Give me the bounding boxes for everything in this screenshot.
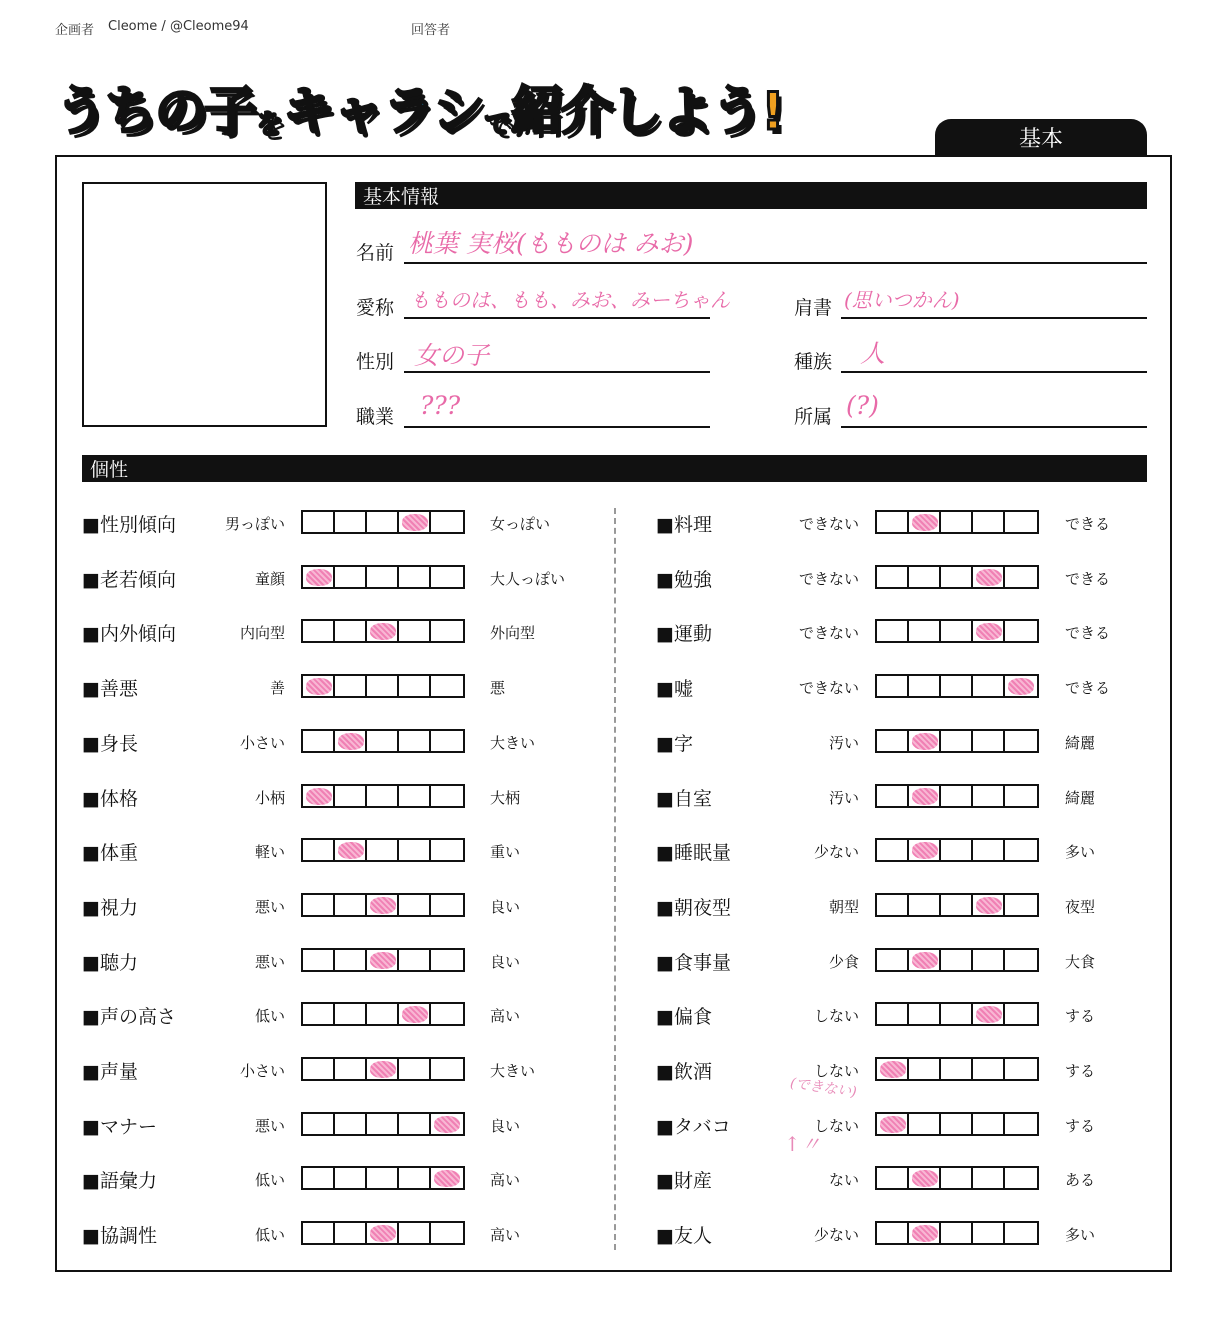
trait-scale (875, 893, 1039, 917)
trait-scale-cell[interactable] (941, 840, 973, 860)
trait-low-label: 朝型 (828, 897, 859, 916)
trait-scale (875, 1057, 1039, 1081)
trait-scale (301, 565, 465, 589)
trait-scale-cell[interactable] (973, 1059, 1005, 1079)
trait-scale-cell[interactable] (335, 1223, 367, 1243)
trait-scale-cell-checked[interactable] (335, 731, 367, 751)
trait-scale-cell[interactable] (973, 950, 1005, 970)
trait-scale-cell[interactable] (877, 731, 909, 751)
trait-scale-cell[interactable] (941, 1223, 973, 1243)
trait-low-label: 小柄 (254, 788, 285, 807)
trait-scale-cell[interactable] (877, 950, 909, 970)
trait-label: ■声の高さ (82, 1006, 176, 1029)
trait-scale-cell[interactable] (877, 786, 909, 806)
trait-high-label: できる (1065, 679, 1111, 698)
trait-label: ■視力 (82, 896, 138, 919)
trait-scale-cell[interactable] (367, 786, 399, 806)
title-part-3: キャラシ (283, 82, 484, 142)
trait-scale-cell[interactable] (303, 950, 335, 970)
trait-label: ■身長 (82, 732, 138, 755)
trait-scale (875, 510, 1039, 534)
trait-high-label: 大人っぽい (490, 569, 566, 588)
trait-label: ■飲酒 (656, 1061, 712, 1083)
trait-scale-cell[interactable] (941, 1059, 973, 1079)
trait-scale-cell[interactable] (1005, 731, 1037, 751)
trait-scale-cell-checked[interactable] (399, 1004, 431, 1024)
trait-scale-cell[interactable] (335, 1059, 367, 1079)
trait-high-label: 悪 (490, 679, 506, 698)
trait-scale (875, 1112, 1039, 1136)
trait-scale (301, 1166, 465, 1190)
title-part-1: うちの子 (55, 82, 256, 142)
trait-scale-cell-checked[interactable] (909, 840, 941, 860)
trait-scale (301, 674, 465, 698)
trait-scale-cell-checked[interactable] (399, 512, 431, 532)
trait-low-label: 少ない (813, 1226, 859, 1245)
trait-scale-cell[interactable] (909, 1004, 941, 1024)
trait-scale-cell[interactable] (303, 895, 335, 915)
trait-scale-cell[interactable] (973, 676, 1005, 696)
trait-label: ■語彙力 (82, 1170, 157, 1193)
trait-scale-cell[interactable] (941, 567, 973, 587)
trait-scale-cell[interactable] (303, 1059, 335, 1079)
trait-high-label: 高い (490, 1171, 521, 1190)
title-field-label: 肩書 (794, 297, 833, 319)
trait-scale-cell-checked[interactable] (431, 1114, 463, 1134)
trait-low-label: 低い (254, 1007, 285, 1026)
job-value[interactable]: ??? (420, 391, 461, 420)
trait-scale-cell[interactable] (303, 731, 335, 751)
trait-scale-cell[interactable] (335, 895, 367, 915)
trait-scale-cell[interactable] (909, 1114, 941, 1134)
tab-basic[interactable]: 基本 (935, 119, 1147, 156)
trait-scale-cell[interactable] (431, 731, 463, 751)
character-image-box[interactable] (82, 182, 327, 427)
trait-scale-cell-checked[interactable] (367, 1059, 399, 1079)
trait-label: ■内外傾向 (82, 623, 176, 646)
trait-scale-cell[interactable] (877, 567, 909, 587)
trait-high-label: できる (1065, 515, 1111, 533)
trait-scale-cell[interactable] (973, 840, 1005, 860)
trait-scale-cell[interactable] (431, 840, 463, 860)
name-value[interactable]: 桃葉 実桜(もものは みお) (408, 229, 694, 258)
trait-scale-cell[interactable] (367, 840, 399, 860)
trait-scale-cell[interactable] (973, 1168, 1005, 1188)
trait-label: ■料理 (656, 514, 712, 536)
trait-scale-cell[interactable] (303, 1114, 335, 1134)
trait-low-label: 小さい (239, 1062, 285, 1080)
traits-header: 個性 (82, 455, 1147, 482)
handwritten-note: (できない) (789, 1075, 858, 1101)
trait-label: ■声量 (82, 1061, 138, 1083)
trait-scale-cell[interactable] (367, 1114, 399, 1134)
trait-high-label: 良い (490, 952, 521, 971)
trait-scale-cell[interactable] (399, 840, 431, 860)
trait-scale-cell-checked[interactable] (303, 786, 335, 806)
trait-scale-cell[interactable] (367, 1168, 399, 1188)
affiliation-label: 所属 (794, 406, 833, 428)
nickname-line (404, 317, 710, 319)
trait-scale (301, 1221, 465, 1245)
trait-scale-cell-checked[interactable] (303, 676, 335, 696)
trait-scale-cell[interactable] (303, 1168, 335, 1188)
trait-scale-cell-checked[interactable] (909, 1168, 941, 1188)
trait-label: ■性別傾向 (82, 514, 176, 536)
trait-scale-cell[interactable] (941, 1004, 973, 1024)
trait-low-label: 善 (269, 679, 285, 698)
trait-low-label: 汚い (828, 733, 859, 752)
organizer-label: 企画者 (55, 23, 95, 38)
trait-scale-cell[interactable] (335, 1168, 367, 1188)
basic-info-header: 基本情報 (355, 182, 1147, 209)
trait-scale-cell[interactable] (335, 676, 367, 696)
trait-scale-cell-checked[interactable] (877, 1059, 909, 1079)
trait-scale-cell[interactable] (431, 621, 463, 641)
trait-low-label: 男っぽい (224, 515, 285, 533)
trait-high-label: 女っぽい (490, 515, 551, 533)
trait-scale-cell[interactable] (877, 512, 909, 532)
trait-scale (301, 1112, 465, 1136)
trait-scale-cell[interactable] (941, 786, 973, 806)
trait-scale-cell[interactable] (909, 676, 941, 696)
race-label: 種族 (794, 351, 833, 373)
trait-label: ■老若傾向 (82, 568, 176, 591)
trait-label: ■聴力 (82, 951, 138, 974)
nickname-value[interactable]: もものは、もも、みお、みーちゃん (410, 288, 730, 312)
trait-high-label: 良い (490, 897, 521, 916)
title-field-line (841, 317, 1147, 319)
trait-scale-cell[interactable] (431, 950, 463, 970)
trait-scale-cell[interactable] (367, 512, 399, 532)
trait-low-label: 小さい (239, 733, 285, 752)
trait-scale (301, 1057, 465, 1081)
trait-scale-cell[interactable] (1005, 1004, 1037, 1024)
trait-scale-cell[interactable] (909, 621, 941, 641)
trait-scale-cell[interactable] (335, 621, 367, 641)
trait-scale-cell[interactable] (941, 512, 973, 532)
trait-high-label: する (1065, 1062, 1096, 1080)
trait-scale-cell[interactable] (941, 731, 973, 751)
trait-high-label: 高い (490, 1007, 521, 1026)
trait-scale-cell[interactable] (399, 1168, 431, 1188)
trait-label: ■勉強 (656, 568, 712, 591)
trait-scale-cell[interactable] (877, 621, 909, 641)
trait-scale-cell[interactable] (335, 950, 367, 970)
trait-scale-cell-checked[interactable] (367, 895, 399, 915)
trait-scale (875, 619, 1039, 643)
name-label: 名前 (356, 242, 395, 264)
trait-scale-cell[interactable] (1005, 1114, 1037, 1134)
trait-label: ■財産 (656, 1170, 712, 1193)
affiliation-line (841, 426, 1147, 428)
trait-scale-cell[interactable] (941, 1168, 973, 1188)
trait-scale-cell[interactable] (909, 567, 941, 587)
trait-scale (875, 948, 1039, 972)
trait-high-label: 良い (490, 1116, 521, 1135)
trait-low-label: 少食 (828, 952, 859, 971)
trait-scale-cell[interactable] (303, 1004, 335, 1024)
trait-scale-cell[interactable] (941, 1114, 973, 1134)
trait-scale (301, 838, 465, 862)
trait-scale (875, 729, 1039, 753)
trait-low-label: できない (798, 679, 859, 698)
title-field-value[interactable]: (思いつかん) (844, 288, 960, 312)
trait-scale-cell[interactable] (367, 1004, 399, 1024)
trait-scale (301, 948, 465, 972)
trait-scale-cell[interactable] (1005, 950, 1037, 970)
trait-label: ■偏食 (656, 1006, 712, 1029)
trait-scale-cell[interactable] (877, 1223, 909, 1243)
trait-scale (301, 619, 465, 643)
trait-scale-cell[interactable] (399, 1223, 431, 1243)
title-part-4: で (485, 110, 510, 140)
trait-scale-cell[interactable] (1005, 1168, 1037, 1188)
handwritten-arrow: ↑〃 (784, 1132, 821, 1156)
trait-scale-cell[interactable] (399, 1114, 431, 1134)
trait-scale-cell[interactable] (431, 895, 463, 915)
trait-scale-cell[interactable] (973, 512, 1005, 532)
trait-scale-cell[interactable] (335, 567, 367, 587)
trait-scale-cell[interactable] (367, 676, 399, 696)
page-title (55, 58, 783, 142)
trait-low-label: 童顔 (254, 569, 285, 588)
trait-scale-cell[interactable] (303, 840, 335, 860)
trait-scale (875, 565, 1039, 589)
trait-scale-cell[interactable] (335, 786, 367, 806)
trait-label: ■協調性 (82, 1225, 157, 1248)
trait-high-label: ある (1065, 1171, 1096, 1190)
trait-scale-cell[interactable] (431, 676, 463, 696)
trait-scale-cell-checked[interactable] (303, 567, 335, 587)
trait-high-label: 多い (1065, 1226, 1096, 1245)
trait-low-label: できない (798, 624, 859, 643)
organizer-name: Cleome / @Cleome94 (108, 19, 249, 34)
trait-scale (301, 510, 465, 534)
title-part-2: を (257, 110, 282, 140)
trait-label: ■体重 (82, 842, 138, 865)
trait-scale-cell[interactable] (431, 567, 463, 587)
trait-scale-cell-checked[interactable] (909, 731, 941, 751)
trait-scale-cell[interactable] (399, 895, 431, 915)
trait-scale-cell[interactable] (877, 1004, 909, 1024)
trait-scale-cell[interactable] (335, 1114, 367, 1134)
trait-scale-cell[interactable] (335, 512, 367, 532)
trait-high-label: 綺麗 (1065, 733, 1096, 752)
race-line (841, 371, 1147, 373)
trait-high-label: 重い (490, 843, 521, 862)
trait-high-label: 外向型 (490, 624, 536, 643)
trait-scale-cell-checked[interactable] (909, 950, 941, 970)
trait-scale-cell[interactable] (877, 1168, 909, 1188)
trait-high-label: 大柄 (490, 788, 521, 807)
trait-scale (875, 1166, 1039, 1190)
trait-scale-cell[interactable] (1005, 621, 1037, 641)
trait-scale-cell[interactable] (399, 621, 431, 641)
trait-low-label: ない (828, 1171, 859, 1190)
trait-scale-cell-checked[interactable] (909, 786, 941, 806)
trait-label: ■体格 (82, 787, 138, 810)
trait-scale-cell-checked[interactable] (367, 1223, 399, 1243)
gender-value[interactable]: 女の子 (414, 341, 490, 370)
trait-scale-cell[interactable] (941, 950, 973, 970)
trait-scale-cell[interactable] (1005, 1059, 1037, 1079)
trait-scale (301, 893, 465, 917)
trait-low-label: できない (798, 569, 859, 588)
trait-scale-cell[interactable] (1005, 512, 1037, 532)
trait-label: ■善悪 (82, 678, 138, 701)
trait-low-label: 低い (254, 1171, 285, 1190)
trait-scale-cell[interactable] (399, 731, 431, 751)
trait-scale-cell[interactable] (877, 895, 909, 915)
trait-scale-cell[interactable] (973, 1114, 1005, 1134)
trait-low-label: 低い (254, 1226, 285, 1245)
nickname-label: 愛称 (356, 297, 395, 319)
trait-scale-cell-checked[interactable] (1005, 676, 1037, 696)
trait-high-label: できる (1065, 624, 1111, 643)
trait-scale-cell[interactable] (941, 621, 973, 641)
trait-label: ■嘘 (656, 678, 693, 701)
trait-scale-cell[interactable] (431, 1223, 463, 1243)
trait-scale-cell[interactable] (431, 1059, 463, 1079)
trait-scale-cell-checked[interactable] (973, 621, 1005, 641)
trait-scale (875, 1221, 1039, 1245)
trait-low-label: しない (813, 1062, 859, 1080)
trait-label: ■朝夜型 (656, 896, 731, 919)
trait-scale-cell[interactable] (399, 786, 431, 806)
trait-scale-cell-checked[interactable] (909, 1223, 941, 1243)
trait-scale-cell[interactable] (303, 512, 335, 532)
trait-scale-cell[interactable] (303, 1223, 335, 1243)
trait-scale-cell-checked[interactable] (877, 1114, 909, 1134)
trait-scale-cell[interactable] (877, 840, 909, 860)
trait-scale-cell[interactable] (909, 1059, 941, 1079)
column-divider (614, 508, 616, 1250)
trait-scale-cell[interactable] (399, 567, 431, 587)
trait-low-label: 悪い (254, 952, 285, 971)
trait-high-label: 綺麗 (1065, 788, 1096, 807)
trait-scale-cell[interactable] (399, 950, 431, 970)
trait-high-label: 大食 (1065, 952, 1096, 971)
trait-scale-cell[interactable] (431, 512, 463, 532)
gender-label: 性別 (356, 351, 395, 373)
trait-scale-cell[interactable] (1005, 895, 1037, 915)
trait-scale-cell[interactable] (941, 895, 973, 915)
trait-high-label: する (1065, 1116, 1096, 1135)
trait-scale-cell[interactable] (303, 621, 335, 641)
trait-scale-cell-checked[interactable] (367, 621, 399, 641)
trait-low-label: 悪い (254, 897, 285, 916)
trait-low-label: しない (813, 1007, 859, 1026)
trait-scale-cell-checked[interactable] (367, 950, 399, 970)
trait-label: ■タバコ (656, 1115, 731, 1138)
trait-high-label: 大きい (490, 733, 536, 752)
trait-high-label: 高い (490, 1226, 521, 1245)
trait-scale-cell-checked[interactable] (335, 840, 367, 860)
trait-low-label: できない (798, 515, 859, 533)
trait-scale (301, 784, 465, 808)
trait-high-label: 夜型 (1065, 897, 1096, 916)
trait-high-label: する (1065, 1007, 1096, 1026)
trait-label: ■自室 (656, 787, 712, 810)
trait-low-label: 悪い (254, 1116, 285, 1135)
job-label: 職業 (356, 406, 395, 428)
trait-scale-cell[interactable] (973, 1223, 1005, 1243)
trait-low-label: 少ない (813, 843, 859, 862)
trait-low-label: 汚い (828, 788, 859, 807)
trait-scale-cell-checked[interactable] (431, 1168, 463, 1188)
trait-scale-cell[interactable] (367, 731, 399, 751)
trait-scale-cell-checked[interactable] (973, 567, 1005, 587)
respondent-label: 回答者 (411, 23, 451, 38)
trait-scale (875, 838, 1039, 862)
trait-scale-cell[interactable] (431, 1004, 463, 1024)
trait-scale-cell[interactable] (1005, 567, 1037, 587)
trait-low-label: しない (813, 1116, 859, 1135)
trait-scale-cell-checked[interactable] (909, 512, 941, 532)
name-line (404, 262, 1147, 264)
trait-scale-cell-checked[interactable] (973, 1004, 1005, 1024)
trait-scale (301, 729, 465, 753)
trait-label: ■食事量 (656, 951, 731, 974)
trait-label: ■マナー (82, 1115, 157, 1138)
title-part-5: 紹介しよう! (511, 82, 783, 142)
trait-scale-cell[interactable] (1005, 840, 1037, 860)
trait-scale-cell[interactable] (1005, 1223, 1037, 1243)
race-value[interactable]: 人 (860, 339, 886, 368)
trait-label: ■運動 (656, 623, 712, 646)
trait-low-label: 内向型 (239, 624, 285, 643)
trait-high-label: できる (1065, 569, 1111, 588)
affiliation-value[interactable]: (?) (846, 391, 879, 420)
trait-scale-cell[interactable] (367, 567, 399, 587)
job-line (404, 426, 710, 428)
trait-scale (875, 1002, 1039, 1026)
trait-scale-cell[interactable] (877, 676, 909, 696)
trait-scale-cell[interactable] (399, 1059, 431, 1079)
trait-low-label: 軽い (254, 843, 285, 862)
trait-scale (301, 1002, 465, 1026)
trait-label: ■友人 (656, 1225, 712, 1248)
trait-scale-cell[interactable] (909, 895, 941, 915)
trait-label: ■字 (656, 732, 693, 755)
trait-scale (875, 674, 1039, 698)
trait-scale-cell-checked[interactable] (973, 895, 1005, 915)
trait-label: ■睡眠量 (656, 842, 731, 865)
trait-high-label: 多い (1065, 843, 1096, 862)
trait-scale-cell[interactable] (431, 786, 463, 806)
trait-scale-cell[interactable] (399, 676, 431, 696)
trait-scale-cell[interactable] (335, 1004, 367, 1024)
trait-scale-cell[interactable] (941, 676, 973, 696)
trait-high-label: 大きい (490, 1062, 536, 1080)
trait-scale-cell[interactable] (973, 731, 1005, 751)
trait-scale-cell[interactable] (1005, 786, 1037, 806)
trait-scale-cell[interactable] (973, 786, 1005, 806)
trait-scale (875, 784, 1039, 808)
